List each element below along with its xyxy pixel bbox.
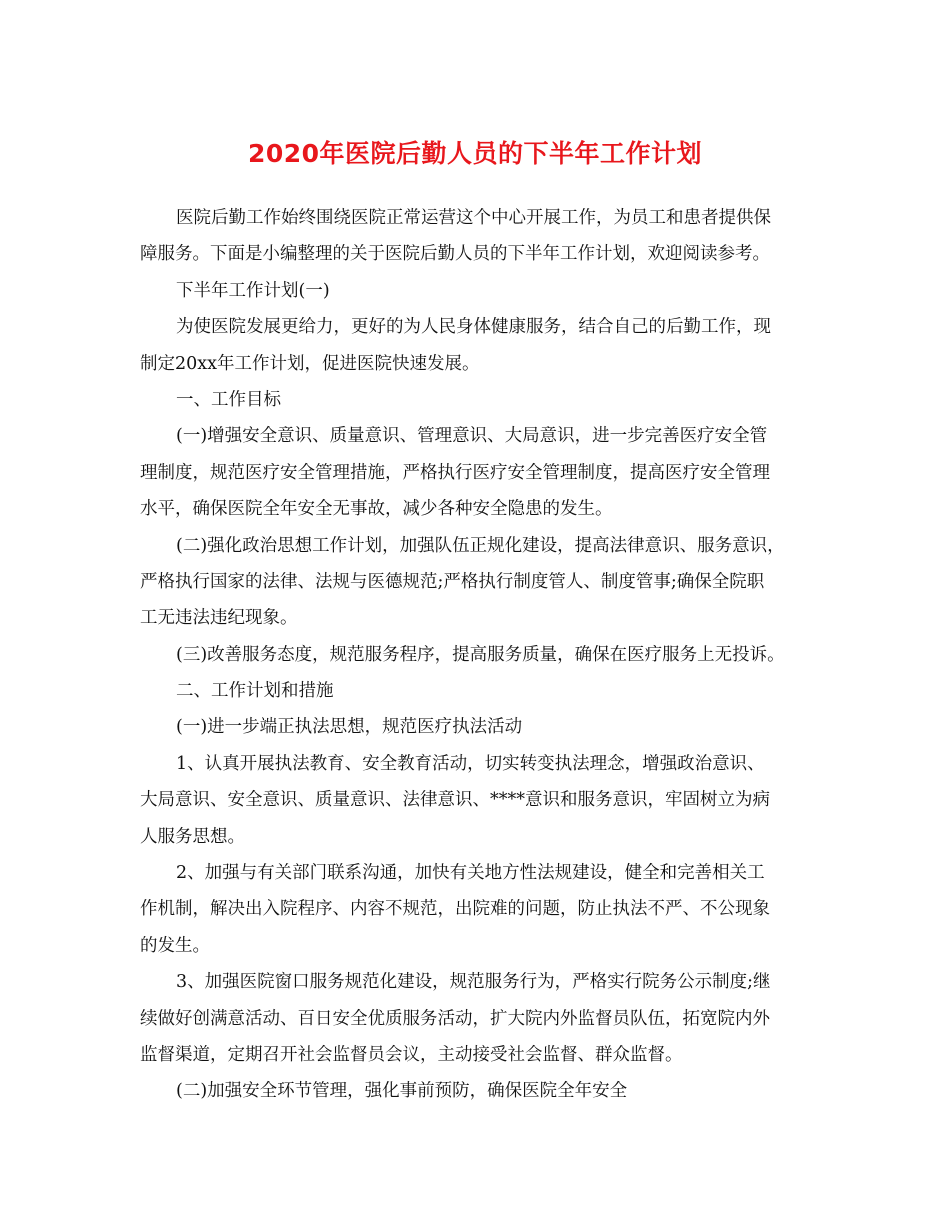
text-line: 工无违法违纪现象。 xyxy=(140,608,298,629)
text-line: 理制度，规范医疗安全管理措施，严格执行医疗安全管理制度，提高医疗安全管理 xyxy=(140,462,770,483)
text-line: 2、加强与有关部门联系沟通，加快有关地方性法规建设，健全和完善相关工 xyxy=(176,863,765,884)
text-line: (一)增强安全意识、质量意识、管理意识、大局意识，进一步完善医疗安全管 xyxy=(176,426,768,447)
text-line: 二、工作计划和措施 xyxy=(176,681,334,702)
text-line: 1、认真开展执法教育、安全教育活动，切实转变执法理念，增强政治意识、 xyxy=(176,753,765,774)
document-title: 2020年医院后勤人员的下半年工作计划 xyxy=(247,139,703,168)
text-line: 为使医院发展更给力，更好的为人民身体健康服务，结合自己的后勤工作，现 xyxy=(176,317,771,338)
text-line: 人服务思想。 xyxy=(140,826,245,847)
text-line: 作机制，解决出入院程序、内容不规范，出院难的问题，防止执法不严、不公现象 xyxy=(140,899,770,920)
text-line: 障服务。下面是小编整理的关于医院后勤人员的下半年工作计划，欢迎阅读参考。 xyxy=(140,244,770,265)
text-line: (二)强化政治思想工作计划，加强队伍正规化建设，提高法律意识、服务意识， xyxy=(176,535,785,556)
text-line: (一)进一步端正执法思想，规范医疗执法活动 xyxy=(176,717,523,738)
text-line: 一、工作目标 xyxy=(176,389,281,410)
text-line: 监督渠道，定期召开社会监督员会议，主动接受社会监督、群众监督。 xyxy=(140,1044,683,1065)
text-line: 医院后勤工作始终围绕医院正常运营这个中心开展工作，为员工和患者提供保 xyxy=(176,208,771,228)
text-line: 续做好创满意活动、百日安全优质服务活动，扩大院内外监督员队伍，拓宽院内外 xyxy=(140,1008,770,1029)
text-line: 下半年工作计划(一) xyxy=(176,280,330,301)
text-line: 3、加强医院窗口服务规范化建设，规范服务行为，严格实行院务公示制度;继 xyxy=(176,972,771,993)
text-line: 水平，确保医院全年安全无事故，减少各种安全隐患的发生。 xyxy=(140,499,613,520)
text-line: 严格执行国家的法律、法规与医德规范;严格执行制度管人、制度管事;确保全院职 xyxy=(140,571,765,592)
text-line: (三)改善服务态度，规范服务程序，提高服务质量，确保在医疗服务上无投诉。 xyxy=(176,644,785,665)
text-line: 的发生。 xyxy=(140,935,210,956)
text-line: 制定20xx年工作计划，促进医院快速发展。 xyxy=(140,353,480,374)
text-line: 大局意识、安全意识、质量意识、法律意识、****意识和服务意识，牢固树立为病 xyxy=(140,790,770,811)
document-body xyxy=(140,200,816,1110)
text-line: (二)加强安全环节管理，强化事前预防，确保医院全年安全 xyxy=(176,1081,628,1102)
